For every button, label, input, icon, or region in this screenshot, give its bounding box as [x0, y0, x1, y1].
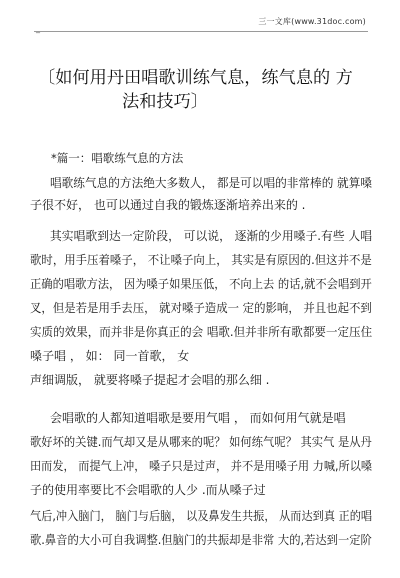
paragraph-line: 子的使用率要比不会唱歌的人少 .而从嗓子过	[30, 483, 266, 497]
paragraph-line: 歌时，用手压着嗓子， 不让嗓子向上， 其实是有原因的.但这并不是	[30, 253, 372, 267]
paragraph-line: 声细调版， 就要将嗓子提起才会唱的那么细 .	[30, 373, 270, 387]
title-line-1: 〔如何用丹田唱歌训练气息，练气息的 方	[38, 68, 353, 88]
section-heading: *篇一：唱歌练气息的方法	[51, 151, 184, 165]
paragraph-line: 田而发， 而提气上冲， 嗓子只是过声， 并不是用嗓子用 力喊,所以嗓	[30, 459, 373, 473]
paragraph-line: 唱歌练气息的方法绝大多数人， 都是可以唱的非常棒的 就算嗓	[50, 176, 373, 190]
paragraph-line: 歌好坏的关键.而气却又是从哪来的呢？ 如何练气呢？ 其实气 是从丹	[30, 435, 372, 449]
paragraph-line: 嗓子唱 ， 如： 同一首歌， 女	[30, 349, 190, 363]
header-left-mark: _	[36, 24, 40, 33]
document-title	[38, 66, 374, 114]
header-site-name: 三一文库(www.31doc.com)	[258, 17, 366, 26]
paragraph-line: 正确的唱歌方法， 因为嗓子如果压低， 不向上去 的话,就不会唱到开	[30, 277, 372, 291]
paragraph-line: 子很不好， 也可以通过自我的锻炼逐渐培养出来的 .	[30, 198, 306, 212]
paragraph-line: 会唱歌的人都知道唱歌是要用气唱 ， 而如何用气就是唱	[50, 411, 346, 425]
header-divider	[34, 31, 368, 32]
title-line-2: 法和技巧〕	[122, 92, 208, 112]
paragraph-line: 实质的效果，而并非是你真正的会 唱歌.但并非所有歌都要一定压住	[30, 325, 373, 339]
paragraph-line: 叉，但是若是用手去压， 就对嗓子造成一 定的影响， 并且也起不到	[30, 301, 372, 315]
paragraph-line: 其实唱歌到达一定阶段， 可以说， 逐渐的少用嗓子.有些 人唱	[50, 229, 373, 243]
paragraph-line: 歌.鼻音的大小可自我调整.但脑门的共振却是非常 大的,若达到一定阶	[30, 533, 372, 547]
paragraph-line: 气后,冲入脑门， 脑门与后脑， 以及鼻发生共振， 从而达到真 正的唱	[30, 509, 373, 523]
